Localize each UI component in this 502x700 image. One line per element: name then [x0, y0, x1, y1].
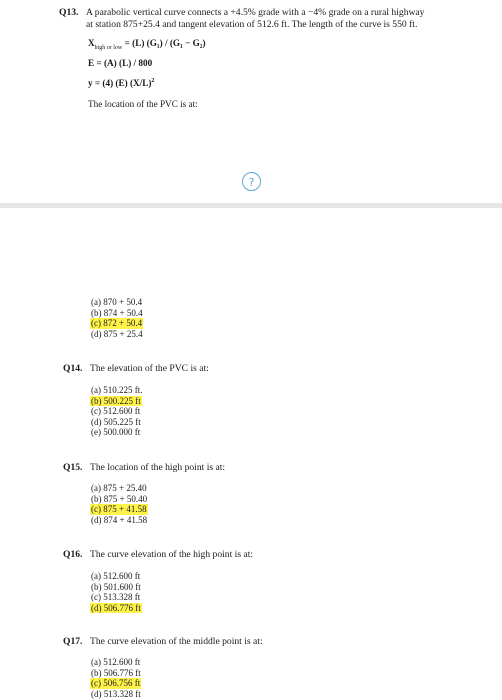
q13-text-line2: at station 875+25.4 and tangent elevation of 512.6 ft. The length of the curve is 550 ft.	[86, 19, 418, 30]
q14-option-e[interactable]: (e) 500.000 ft	[91, 427, 141, 438]
q13-text-line1: A parabolic vertical curve connects a +4.5% grade with a −4% grade on a rural highway	[86, 7, 425, 18]
q16-options	[90, 571, 142, 613]
question-glyph: ?	[248, 176, 255, 189]
formula-x-high-low	[88, 38, 206, 51]
q17-number: Q17.	[63, 636, 83, 647]
q14-option-a[interactable]: (a) 510.225 ft.	[91, 385, 143, 395]
q14-option-b[interactable]: (b) 500.225 ft	[91, 395, 141, 406]
q14-text: The elevation of the PVC is at:	[90, 363, 209, 374]
q13-option-d[interactable]: (d) 875 + 25.4	[91, 328, 143, 339]
formula1-rhs: = (L) (G₁) / (G₁ − G₂)	[122, 38, 206, 48]
q16-option-a[interactable]: (a) 512.600 ft	[91, 571, 141, 581]
formula-e: E = (A) (L) / 800	[88, 58, 153, 68]
q17-text: The curve elevation of the middle point is at:	[90, 636, 263, 647]
q15-option-d[interactable]: (d) 874 + 41.58	[91, 514, 148, 525]
q14-options	[90, 385, 144, 438]
formula1-sub: high or low	[94, 44, 123, 51]
q17-option-b[interactable]: (b) 506.776 ft	[91, 667, 141, 678]
q17-options	[90, 657, 142, 699]
q15-text: The location of the high point is at:	[90, 462, 226, 473]
q15-option-a[interactable]: (a) 875 + 25.40	[91, 483, 147, 493]
q16-number: Q16.	[63, 549, 83, 560]
q17-option-a[interactable]: (a) 512.600 ft	[91, 657, 141, 667]
q16-option-d[interactable]: (d) 506.776 ft	[91, 602, 141, 613]
page-2	[0, 208, 502, 700]
q13-prompt: The location of the PVC is at:	[88, 99, 198, 109]
page-1	[0, 0, 502, 203]
q16-option-c[interactable]: (c) 513.328 ft	[91, 592, 141, 603]
formula3-sup: 2	[151, 78, 155, 84]
formula1-lhs: X	[88, 38, 95, 48]
q16-text: The curve elevation of the high point is at:	[90, 549, 254, 560]
q15-options	[90, 483, 148, 525]
q15-option-c[interactable]: (c) 875 + 41.58	[91, 504, 147, 515]
q15-option-b[interactable]: (b) 875 + 50.40	[91, 493, 148, 504]
q14-number: Q14.	[63, 363, 83, 374]
question-circle-icon[interactable]	[242, 172, 261, 191]
q13-option-a[interactable]: (a) 870 + 50.4	[91, 297, 143, 307]
q13-option-c[interactable]: (c) 872 + 50.4	[91, 318, 143, 329]
q17-option-d[interactable]: (d) 513.328 ft	[91, 688, 141, 699]
q13-option-b[interactable]: (b) 874 + 50.4	[91, 307, 143, 318]
q14-option-d[interactable]: (d) 505.225 ft	[91, 416, 141, 427]
formula-y	[88, 78, 154, 88]
q14-option-c[interactable]: (c) 512.600 ft	[91, 406, 141, 417]
q13-number: Q13.	[59, 7, 79, 18]
q16-option-b[interactable]: (b) 501.600 ft	[91, 581, 141, 592]
q13-options	[90, 297, 144, 339]
formula3-base: y = (4) (E) (X/L)	[88, 78, 152, 89]
q15-number: Q15.	[63, 462, 83, 473]
q17-option-c[interactable]: (c) 506.756 ft	[91, 678, 141, 689]
